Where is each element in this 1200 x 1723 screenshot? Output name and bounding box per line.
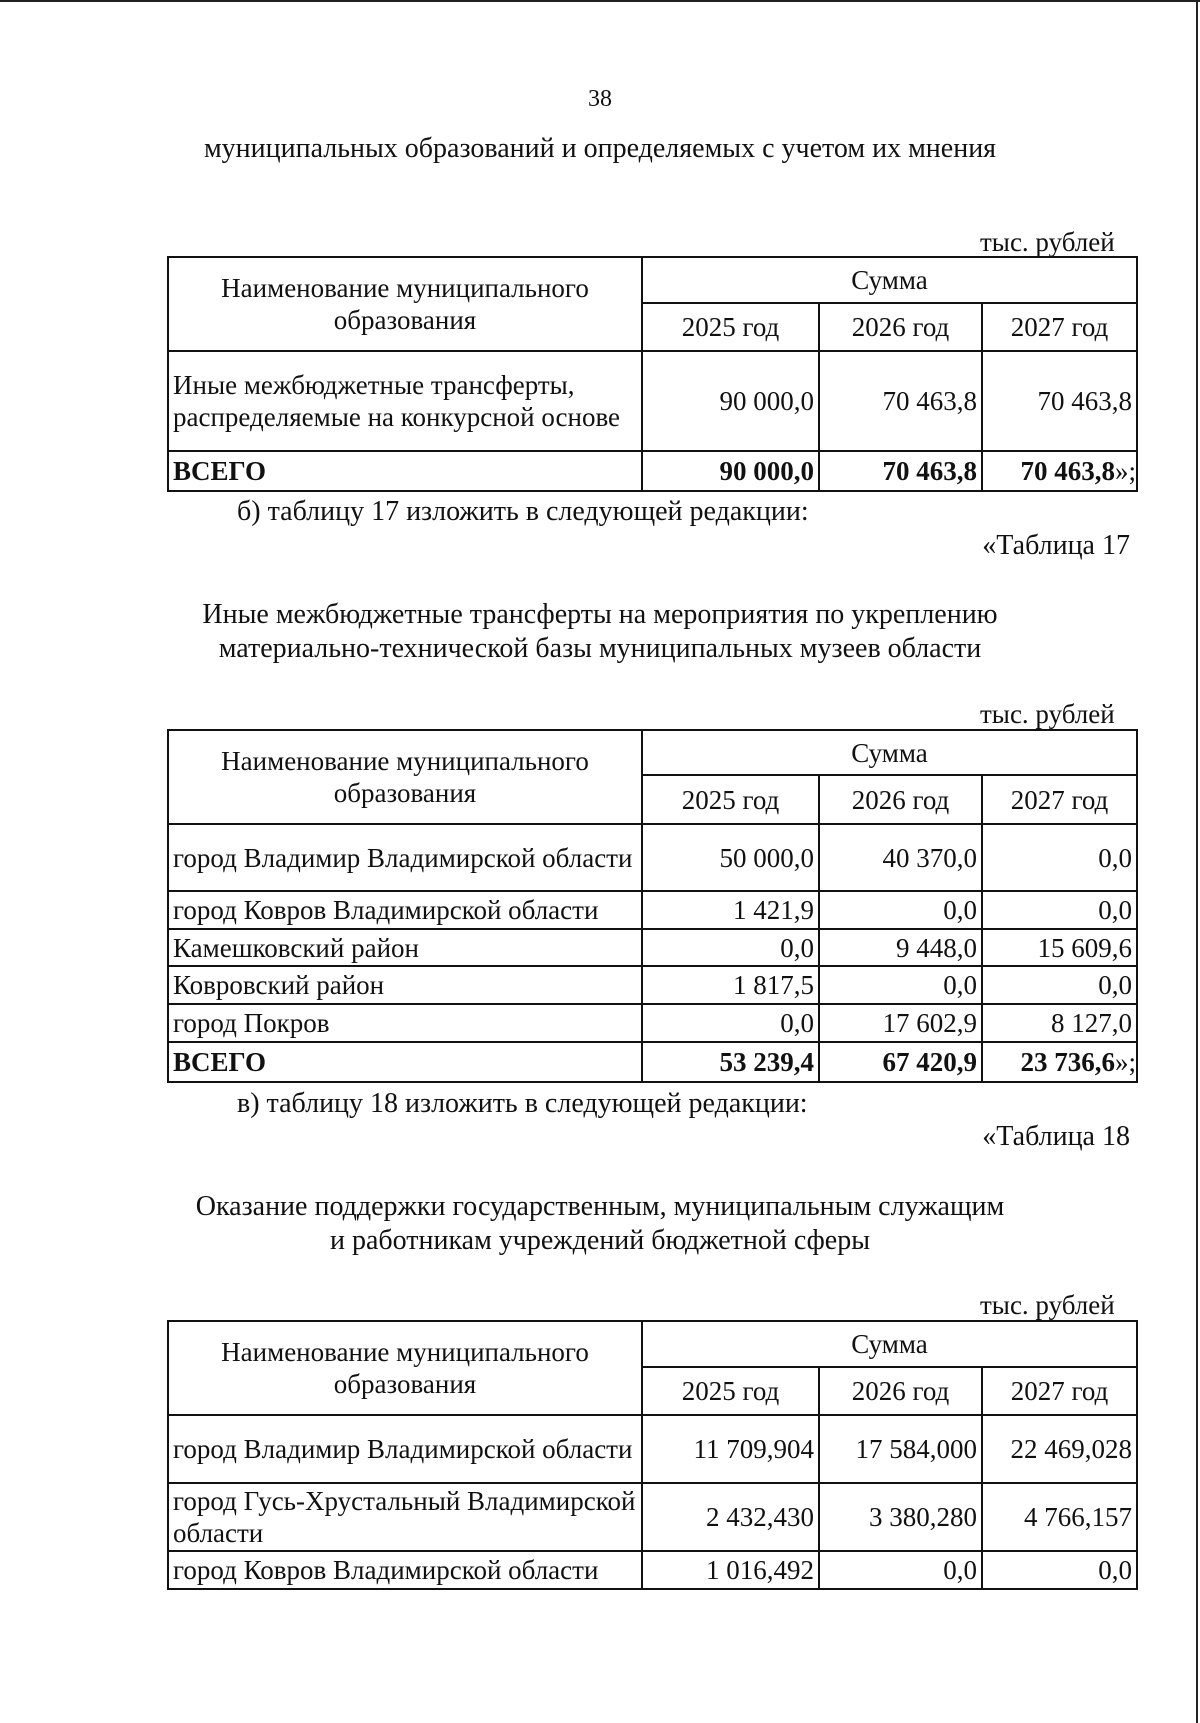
row-name: город Ковров Владимирской области bbox=[168, 891, 642, 929]
header-year: 2025 год bbox=[642, 1367, 819, 1415]
intro-line: муниципальных образований и определяемых с учетом их мнения bbox=[203, 133, 997, 164]
row-value: 1 421,9 bbox=[642, 891, 819, 929]
row-name: город Покров bbox=[168, 1004, 642, 1042]
row-name: город Гусь-Хрустальный Владимирской области bbox=[168, 1483, 642, 1551]
row-value: 22 469,028 bbox=[982, 1415, 1137, 1483]
header-year: 2027 год bbox=[982, 775, 1137, 824]
header-name: Наименование муниципального образования bbox=[168, 257, 642, 351]
row-name: город Ковров Владимирской области bbox=[168, 1551, 642, 1589]
unit-label: тыс. рублей bbox=[980, 227, 1115, 257]
unit-label: тыс. рублей bbox=[980, 1290, 1115, 1320]
row-value: 0,0 bbox=[982, 824, 1137, 891]
row-value: 0,0 bbox=[982, 966, 1137, 1004]
header-year: 2025 год bbox=[642, 303, 819, 351]
row-name: Иные межбюджетные трансферты, распределяемые на конкурсной основе bbox=[168, 351, 642, 451]
row-value: 9 448,0 bbox=[819, 929, 982, 966]
header-year: 2026 год bbox=[819, 775, 982, 824]
header-year: 2025 год bbox=[642, 775, 819, 824]
closing-quote: »; bbox=[1115, 1047, 1137, 1077]
row-value: 17 602,9 bbox=[819, 1004, 982, 1042]
table-17-caption: «Таблица 17 bbox=[982, 530, 1130, 561]
row-value: 90 000,0 bbox=[642, 351, 819, 451]
total-row bbox=[168, 1042, 1137, 1082]
header-sum: Сумма bbox=[642, 1321, 1137, 1367]
row-name: Ковровский район bbox=[168, 966, 642, 1004]
page-number: 38 bbox=[588, 86, 612, 112]
total-value: 70 463,8 bbox=[1020, 456, 1115, 486]
header-sum: Сумма bbox=[642, 257, 1137, 303]
table-row bbox=[168, 1415, 1137, 1483]
scan-top-edge bbox=[0, 0, 1200, 2]
header-year: 2027 год bbox=[982, 1367, 1137, 1415]
header-sum: Сумма bbox=[642, 730, 1137, 775]
table-17-title bbox=[0, 598, 1200, 666]
row-value: 8 127,0 bbox=[982, 1004, 1137, 1042]
total-label: ВСЕГО bbox=[168, 451, 642, 491]
row-value: 0,0 bbox=[819, 891, 982, 929]
row-value: 0,0 bbox=[819, 966, 982, 1004]
table-17-title-line-2: материально-технической базы муниципальных музеев области bbox=[218, 633, 982, 664]
total-value: 90 000,0 bbox=[642, 451, 819, 491]
header-name: Наименование муниципального образования bbox=[168, 1321, 642, 1415]
row-value: 3 380,280 bbox=[819, 1483, 982, 1551]
total-value: 70 463,8 bbox=[819, 451, 982, 491]
header-year: 2027 год bbox=[982, 303, 1137, 351]
table-row bbox=[168, 351, 1137, 451]
table-row bbox=[168, 1483, 1137, 1551]
row-value: 70 463,8 bbox=[982, 351, 1137, 451]
table-18-title-line-1: Оказание поддержки государственным, муниципальным служащим bbox=[195, 1191, 1005, 1222]
table-18 bbox=[167, 1320, 1138, 1590]
row-value: 0,0 bbox=[642, 1004, 819, 1042]
header-year: 2026 год bbox=[819, 303, 982, 351]
row-value: 11 709,904 bbox=[642, 1415, 819, 1483]
row-name: город Владимир Владимирской области bbox=[168, 1415, 642, 1483]
row-value: 1 016,492 bbox=[642, 1551, 819, 1589]
row-value: 50 000,0 bbox=[642, 824, 819, 891]
table-row bbox=[168, 929, 1137, 966]
table-18-caption: «Таблица 18 bbox=[982, 1121, 1130, 1152]
table-a bbox=[167, 256, 1138, 492]
table-17 bbox=[167, 729, 1138, 1083]
table-18-title-line-2: и работникам учреждений бюджетной сферы bbox=[329, 1225, 871, 1256]
row-value: 40 370,0 bbox=[819, 824, 982, 891]
table-row bbox=[168, 891, 1137, 929]
paragraph-v: в) таблицу 18 изложить в следующей редакции: bbox=[237, 1088, 808, 1119]
total-value: 23 736,6 bbox=[1020, 1047, 1115, 1077]
table-17-title-line-1: Иные межбюджетные трансферты на мероприятия по укреплению bbox=[202, 599, 998, 630]
total-value: 67 420,9 bbox=[819, 1042, 982, 1082]
row-value: 0,0 bbox=[982, 1551, 1137, 1589]
row-value: 0,0 bbox=[982, 891, 1137, 929]
paragraph-b: б) таблицу 17 изложить в следующей редакции: bbox=[237, 496, 809, 527]
total-row bbox=[168, 451, 1137, 491]
table-row bbox=[168, 824, 1137, 891]
row-value: 0,0 bbox=[819, 1551, 982, 1589]
total-value: 53 239,4 bbox=[642, 1042, 819, 1082]
table-18-title bbox=[0, 1190, 1200, 1258]
row-value: 2 432,430 bbox=[642, 1483, 819, 1551]
header-name: Наименование муниципального образования bbox=[168, 730, 642, 824]
row-value: 17 584,000 bbox=[819, 1415, 982, 1483]
row-value: 0,0 bbox=[642, 929, 819, 966]
header-year: 2026 год bbox=[819, 1367, 982, 1415]
table-row bbox=[168, 966, 1137, 1004]
unit-label: тыс. рублей bbox=[980, 699, 1115, 729]
row-value: 1 817,5 bbox=[642, 966, 819, 1004]
table-row bbox=[168, 1551, 1137, 1589]
table-row bbox=[168, 1004, 1137, 1042]
row-name: Камешковский район bbox=[168, 929, 642, 966]
scan-right-edge bbox=[1196, 0, 1198, 1723]
closing-quote: »; bbox=[1115, 456, 1137, 486]
total-label: ВСЕГО bbox=[168, 1042, 642, 1082]
row-value: 4 766,157 bbox=[982, 1483, 1137, 1551]
row-value: 15 609,6 bbox=[982, 929, 1137, 966]
row-value: 70 463,8 bbox=[819, 351, 982, 451]
row-name: город Владимир Владимирской области bbox=[168, 824, 642, 891]
